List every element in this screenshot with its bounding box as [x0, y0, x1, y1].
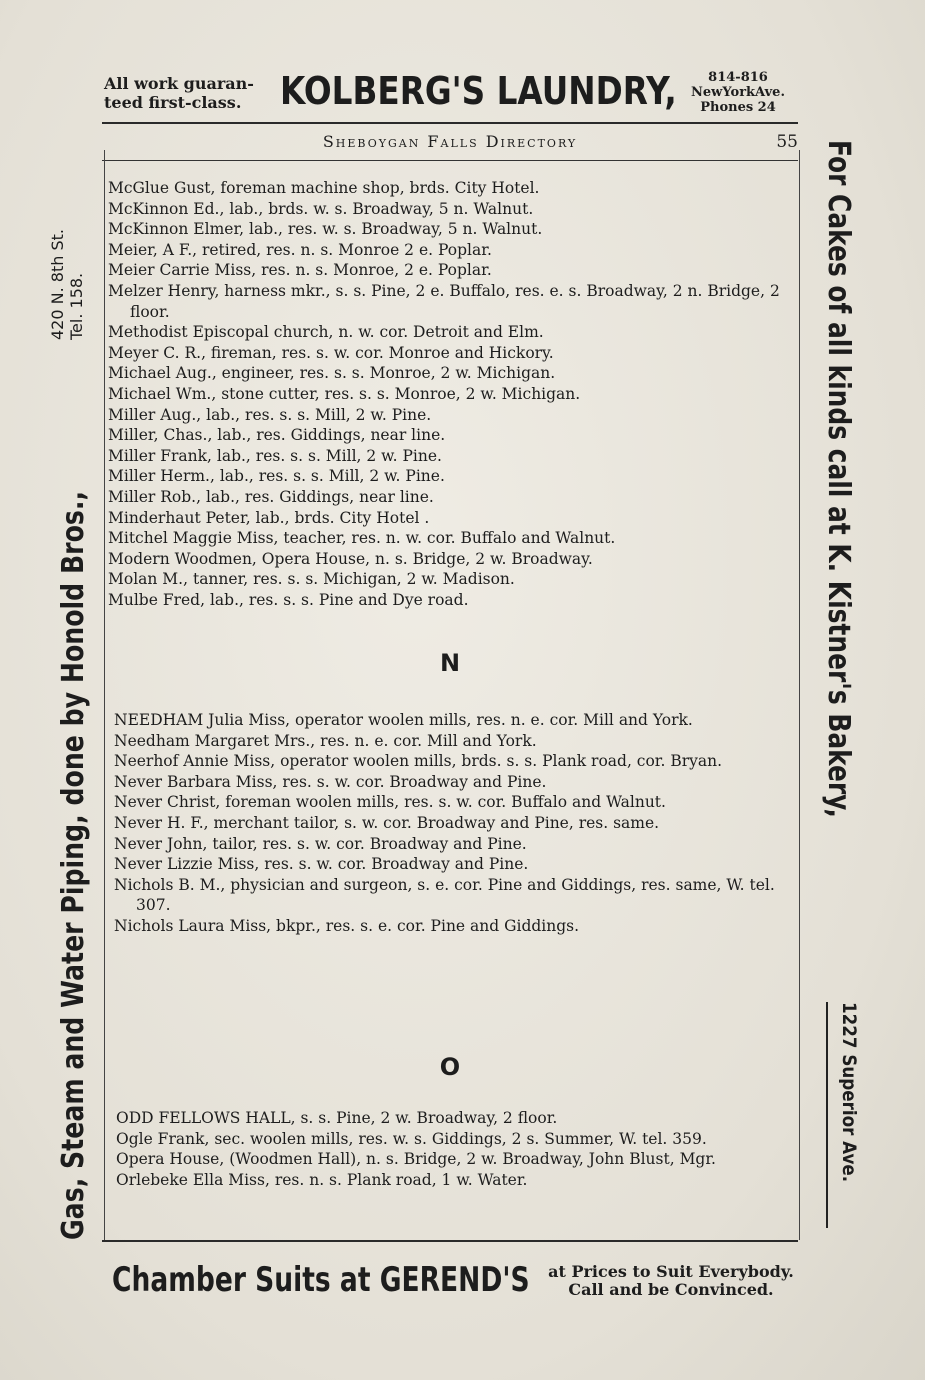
bottom-ad-text: Chamber Suits at GEREND'S	[112, 1260, 530, 1300]
left-ad-address-line: 420 N. 8th St.	[48, 229, 67, 340]
top-ad-guarantee	[104, 74, 274, 112]
directory-entry: Never H. F., merchant tailor, s. w. cor. Broadway and Pine, res. same.	[114, 813, 660, 832]
directory-entry: Nichols Laura Miss, bkpr., res. s. e. cor. Pine and Giddings.	[114, 916, 580, 935]
directory-entry: Orlebeke Ella Miss, res. n. s. Plank road, 1 w. Water.	[116, 1170, 528, 1189]
left-ad-address-line: Tel. 158.	[67, 272, 86, 340]
directory-entry: McKinnon Elmer, lab., res. w. s. Broadway, 5 n. Walnut.	[108, 220, 543, 239]
left-ad-text: Gas, Steam and Water Piping, done by Honold Bros.,	[56, 490, 91, 1240]
directory-entry: Miller Herm., lab., res. s. s. Mill, 2 w. Pine.	[108, 467, 445, 486]
top-ad-title: KOLBERG'S LAUNDRY,	[280, 69, 677, 113]
section-letter-o: O	[439, 1053, 461, 1081]
directory-entry: Ogle Frank, sec. woolen mills, res. w. s. Giddings, 2 s. Summer, W. tel. 359.	[116, 1129, 707, 1148]
section-letter-n: N	[439, 649, 461, 677]
bottom-rule	[102, 1240, 798, 1242]
bottom-ad-tagline-line: Call and be Convinced.	[568, 1280, 774, 1299]
directory-entry: Opera House, (Woodmen Hall), n. s. Bridge, 2 w. Broadway, John Blust, Mgr.	[116, 1150, 716, 1169]
directory-entry: Miller Aug., lab., res. s. s. Mill, 2 w. Pine.	[108, 405, 432, 424]
directory-entry: Never Christ, foreman woolen mills, res. s. w. cor. Buffalo and Walnut.	[114, 793, 666, 812]
directory-entry: Mitchel Maggie Miss, teacher, res. n. w. cor. Buffalo and Walnut.	[108, 529, 616, 548]
directory-entry: Miller Rob., lab., res. Giddings, near line.	[108, 487, 434, 506]
left-ad-address	[48, 130, 86, 340]
directory-entry: Never Barbara Miss, res. s. w. cor. Broadway and Pine.	[114, 772, 547, 791]
bottom-ad-tagline	[526, 1263, 816, 1299]
directory-entry: Miller, Chas., lab., res. Giddings, near line.	[108, 426, 446, 445]
top-ad-guarantee-line: teed first-class.	[104, 93, 242, 112]
entries-m	[108, 178, 800, 610]
page-number: 55	[776, 132, 798, 152]
running-title: Sheboygan Falls Directory	[322, 132, 578, 151]
directory-entry: Nichols B. M., physician and surgeon, s. e. cor. Pine and Giddings, res. same, W. tel. 307.	[114, 875, 775, 915]
directory-entry: NEEDHAM Julia Miss, operator woolen mills, res. n. e. cor. Mill and York.	[114, 711, 693, 729]
right-ad-rule	[826, 1002, 828, 1228]
directory-entry: Methodist Episcopal church, n. w. cor. Detroit and Elm.	[108, 323, 544, 342]
directory-entry: Mulbe Fred, lab., res. s. s. Pine and Dye road.	[108, 590, 469, 609]
directory-entry: Meier, A F., retired, res. n. s. Monroe 2 e. Poplar.	[108, 240, 492, 259]
running-head	[100, 130, 800, 158]
top-rule	[102, 122, 798, 124]
directory-entry: Never Lizzie Miss, res. s. w. cor. Broadway and Pine.	[114, 855, 529, 874]
top-ad-guarantee-line: All work guaran-	[104, 74, 254, 93]
directory-entry: Needham Margaret Mrs., res. n. e. cor. Mill and York.	[114, 731, 537, 750]
header-rule	[102, 160, 798, 161]
directory-entry: Minderhaut Peter, lab., brds. City Hotel .	[108, 508, 430, 527]
entries-o	[116, 1108, 808, 1190]
right-ad-address	[832, 1002, 862, 1232]
top-ad-address-line: 814-816	[708, 70, 768, 85]
bottom-ad-tagline-line: at Prices to Suit Everybody.	[548, 1262, 794, 1281]
right-ad-address-text: 1227 Superior Ave.	[838, 1002, 860, 1183]
directory-entry: Michael Aug., engineer, res. s. s. Monroe, 2 w. Michigan.	[108, 364, 556, 383]
top-ad-address-line: Phones 24	[700, 100, 776, 115]
directory-entry: Never John, tailor, res. s. w. cor. Broadway and Pine.	[114, 834, 527, 853]
top-ad-address-line: NewYorkAve.	[691, 85, 785, 100]
directory-entry: McKinnon Ed., lab., brds. w. s. Broadway, 5 n. Walnut.	[108, 199, 534, 218]
directory-entry: McGlue Gust, foreman machine shop, brds. City Hotel.	[108, 179, 540, 197]
entries-n	[114, 710, 806, 937]
directory-entry: Meier Carrie Miss, res. n. s. Monroe, 2 e. Poplar.	[108, 261, 492, 280]
directory-entry: Meyer C. R., fireman, res. s. w. cor. Monroe and Hickory.	[108, 343, 554, 362]
directory-entry: ODD FELLOWS HALL, s. s. Pine, 2 w. Broadway, 2 floor.	[116, 1109, 558, 1127]
directory-entry: Michael Wm., stone cutter, res. s. s. Monroe, 2 w. Michigan.	[108, 384, 581, 403]
directory-entry: Modern Woodmen, Opera House, n. s. Bridge, 2 w. Broadway.	[108, 549, 593, 568]
right-ad-text: For Cakes of all kinds call at K. Kistner's Bakery,	[821, 140, 856, 818]
directory-entry: Melzer Henry, harness mkr., s. s. Pine, 2 e. Buffalo, res. e. s. Broadway, 2 n. Bridge, 2 floor.	[108, 281, 780, 321]
top-ad-address	[676, 70, 800, 115]
bottom-advertisement	[112, 1255, 812, 1315]
directory-entry: Neerhof Annie Miss, operator woolen mills, brds. s. s. Plank road, cor. Bryan.	[114, 752, 723, 771]
directory-entry: Molan M., tanner, res. s. s. Michigan, 2 w. Madison.	[108, 570, 515, 589]
top-advertisement	[100, 68, 800, 120]
directory-entry: Miller Frank, lab., res. s. s. Mill, 2 w. Pine.	[108, 446, 442, 465]
